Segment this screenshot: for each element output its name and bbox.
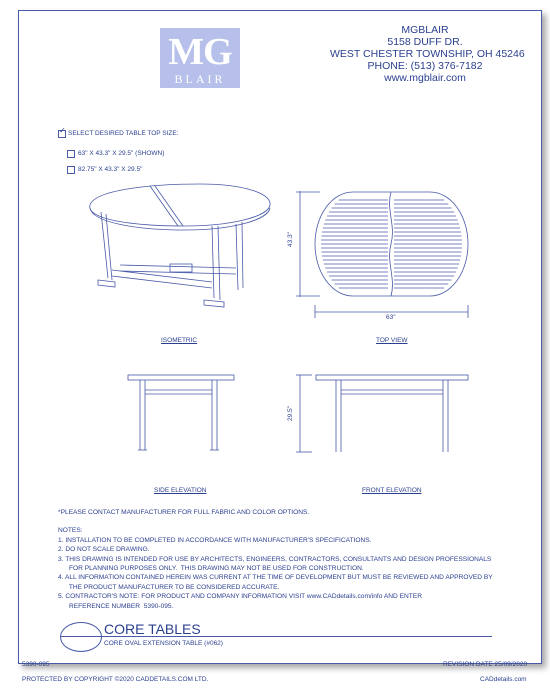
note-1: 1. INSTALLATION TO BE COMPLETED IN ACCORDANCE WITH MANUFACTURER'S SPECIFICATIONS. xyxy=(58,536,372,544)
top-view-drawing xyxy=(296,191,468,318)
checkmark-icon: ✓ xyxy=(59,126,66,135)
table-top-heading: SELECT DESIRED TABLE TOP SIZE: xyxy=(68,130,179,137)
label-side-elevation: SIDE ELEVATION xyxy=(154,487,207,494)
notes-heading: NOTES: xyxy=(58,527,83,535)
front-elevation-drawing xyxy=(296,375,468,452)
company-city: WEST CHESTER TOWNSHIP, OH 45246 xyxy=(330,48,525,60)
company-address: 5158 DUFF DR. xyxy=(387,36,463,48)
table-top-option-82: 82.75" X 43.3" X 29.5" xyxy=(78,166,143,173)
revision-date: REVISION DATE 25/09/2020 xyxy=(443,661,528,668)
dimension-height: 29.5" xyxy=(286,406,294,421)
company-name: MGBLAIR xyxy=(401,24,449,36)
note-5a: 5. CONTRACTOR'S NOTE: FOR PRODUCT AND COMPANY INFORMATION VISIT www.CADdetails.com/info AND ENTER xyxy=(58,593,422,601)
note-5b: REFERENCE NUMBER 5390-095. xyxy=(58,602,174,610)
caddetails-link[interactable]: CADdetails.com xyxy=(480,676,527,683)
isometric-view-drawing xyxy=(90,184,270,307)
label-top-view: TOP VIEW xyxy=(376,337,408,344)
notes-block xyxy=(58,508,493,611)
company-web: www.mgblair.com xyxy=(384,72,466,84)
title-block-subtitle: CORE OVAL EXTENSION TABLE (#062) xyxy=(104,640,223,647)
contact-note: *PLEASE CONTACT MANUFACTURER FOR FULL FABRIC AND COLOR OPTIONS. xyxy=(58,509,310,516)
note-3b: FOR PLANNING PURPOSES ONLY. THIS DRAWING MAY NOT BE USED FOR CONSTRUCTION. xyxy=(58,565,364,573)
dimension-width: 63" xyxy=(386,314,396,321)
logo-blair-text: BLAIR xyxy=(174,72,226,86)
copyright-text: PROTECTED BY COPYRIGHT ©2020 CADDETAILS.COM LTD. xyxy=(22,676,209,683)
label-front-elevation: FRONT ELEVATION xyxy=(362,487,422,494)
side-elevation-drawing xyxy=(128,375,234,450)
logo-mg-text: MG xyxy=(168,31,232,73)
table-top-option-63: 63" X 43.3" X 29.5" (SHOWN) xyxy=(78,150,165,157)
title-block-ellipse xyxy=(60,622,102,652)
label-isometric: ISOMETRIC xyxy=(161,337,198,344)
dimension-depth: 43.3" xyxy=(286,232,294,247)
note-4a: 4. ALL INFORMATION CONTAINED HEREIN WAS CURRENT AT THE TIME OF DEVELOPMENT BUT MUST BE REVIEWED AND APPROVED BY xyxy=(58,574,493,582)
note-4b: THE PRODUCT MANUFACTURER TO BE CONSIDERED ACCURATE. xyxy=(58,583,280,591)
title-block-title: CORE TABLES xyxy=(104,621,201,637)
note-3a: 3. THIS DRAWING IS INTENDED FOR USE BY ARCHITECTS, ENGINEERS, CONTRACTORS, CONSULTANTS AND DESIGN PROFESSIONALS xyxy=(58,555,492,563)
doc-number: 5390-095 xyxy=(22,661,50,668)
company-phone: PHONE: (513) 376-7182 xyxy=(367,60,483,72)
note-2: 2. DO NOT SCALE DRAWING. xyxy=(58,546,150,554)
